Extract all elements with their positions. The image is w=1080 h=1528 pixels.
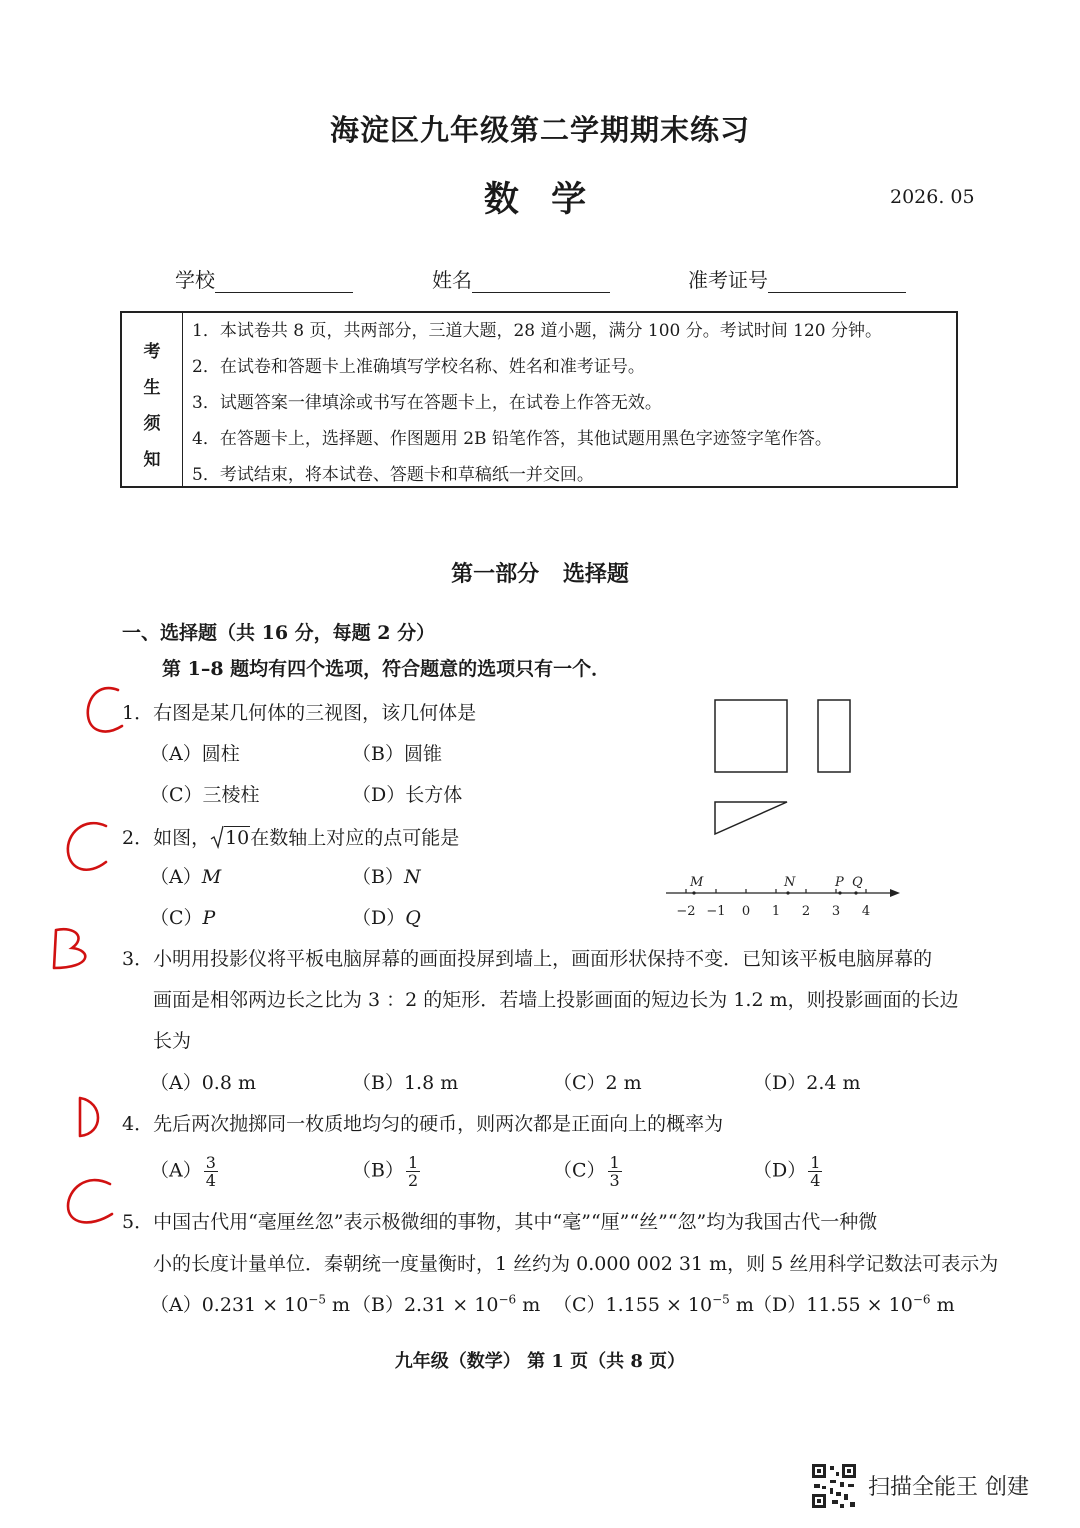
name-field	[432, 264, 610, 293]
option-exponent: −5	[308, 1292, 326, 1307]
school-blank[interactable]	[215, 270, 353, 293]
notice-side-label	[122, 313, 183, 486]
q1-option-c: （C）三棱柱	[150, 784, 260, 806]
option-label: （D）	[753, 1159, 807, 1182]
q3-option-b: （B）1.8 m	[352, 1072, 459, 1094]
radical-sign	[210, 825, 224, 849]
option-text: （B）2.31 × 10	[352, 1294, 499, 1316]
point-label-n: N	[784, 875, 796, 890]
scanner-watermark: 扫描全能王 创建	[868, 1475, 1029, 1500]
option-exponent: −6	[498, 1292, 517, 1307]
answer-mark-q3-b	[54, 929, 85, 968]
q2-option-d	[352, 903, 421, 930]
tick-label: 4	[861, 904, 871, 919]
tick-label: 2	[801, 904, 811, 919]
point-label-q: Q	[852, 875, 863, 890]
fraction	[406, 1154, 420, 1189]
numerator: 1	[810, 1153, 821, 1172]
exam-date: 2026. 05	[890, 186, 975, 208]
tick-label: −2	[676, 904, 696, 919]
name-blank[interactable]	[472, 270, 610, 293]
option-value: P	[202, 907, 216, 929]
section-instruction: 第 1–8 题均有四个选项，符合题意的选项只有一个．	[162, 658, 611, 680]
name-label: 姓名	[432, 268, 472, 292]
notice-item: 1．本试卷共 8 页，共两部分，三道大题，28 道小题，满分 100 分。考试时间 120 分钟。	[192, 321, 882, 341]
denominator: 3	[609, 1171, 620, 1190]
subject-title: 数 学	[483, 179, 597, 220]
q2-stem-prefix: 2．如图，	[122, 827, 211, 849]
section-title: 一、选择题（共 16 分，每题 2 分）	[122, 622, 436, 644]
option-unit: m	[936, 1294, 955, 1316]
option-value: M	[201, 866, 222, 888]
q2-stem-suffix: 在数轴上对应的点可能是	[250, 827, 460, 849]
exam-id-field	[688, 264, 906, 293]
notice-side-char: 知	[143, 450, 161, 470]
q5-option-a	[150, 1290, 350, 1317]
denominator: 4	[205, 1171, 216, 1190]
tick-label: 0	[741, 904, 751, 919]
option-unit: m	[332, 1294, 351, 1316]
q5-option-b	[352, 1290, 540, 1317]
option-exponent: −5	[712, 1292, 730, 1307]
fraction	[808, 1154, 822, 1189]
notice-items	[192, 319, 882, 499]
page-footer: 九年级（数学） 第 1 页（共 8 页）	[394, 1351, 686, 1372]
numerator: 1	[609, 1153, 620, 1172]
answer-mark-q4-d	[80, 1098, 98, 1136]
q4-stem: 4．先后两次抛掷同一枚质地均匀的硬币，则两次都是正面向上的概率为	[122, 1113, 724, 1135]
q3-stem-line2: 画面是相邻两边长之比为 3 ：2 的矩形．若墙上投影画面的短边长为 1.2 m，则投影画面的长边	[153, 989, 959, 1011]
option-text: （D）11.55 × 10	[753, 1294, 913, 1316]
answer-mark-q5-c	[68, 1180, 112, 1222]
q3-option-a: （A）0.8 m	[150, 1072, 256, 1094]
q1-option-b: （B）圆锥	[352, 743, 442, 765]
q1-option-a: （A）圆柱	[150, 743, 240, 765]
option-label: （A）	[150, 866, 202, 888]
q4-option-a	[150, 1154, 218, 1189]
tick-label: −1	[706, 904, 726, 919]
answer-mark-q1-c	[88, 688, 122, 731]
point-label-m: M	[690, 875, 704, 890]
top-view-triangle	[715, 802, 787, 834]
q1-option-d: （D）长方体	[352, 784, 463, 806]
option-label: （A）	[150, 1159, 202, 1182]
q2-stem	[122, 823, 459, 850]
denominator: 2	[407, 1171, 419, 1190]
q3-stem-line1: 3．小明用投影仪将平板电脑屏幕的画面投屏到墙上，画面形状保持不变．已知该平板电脑屏幕的	[122, 948, 933, 970]
answer-mark-q2-c	[68, 823, 106, 870]
option-unit: m	[522, 1294, 541, 1316]
notice-item: 4．在答题卡上，选择题、作图题用 2B 铅笔作答，其他试题用黑色字迹签字笔作答。	[192, 429, 832, 449]
option-label: （C）	[553, 1159, 606, 1182]
exam-id-blank[interactable]	[768, 270, 906, 293]
option-text: （A）0.231 × 10	[150, 1294, 309, 1316]
exam-id-label: 准考证号	[688, 268, 768, 292]
option-label: （D）	[352, 907, 406, 929]
candidate-notice-box	[120, 311, 958, 488]
notice-side-char: 须	[143, 414, 161, 434]
q3-option-c: （C）2 m	[553, 1072, 642, 1094]
option-text: （C）1.155 × 10	[553, 1294, 713, 1316]
side-view-rect	[818, 700, 850, 772]
qr-code-icon	[810, 1462, 858, 1510]
numerator: 3	[205, 1153, 216, 1172]
q5-stem-line1: 5．中国古代用“毫厘丝忽”表示极微细的事物，其中“毫”“厘”“丝”“忽”均为我国古代一种微	[122, 1211, 878, 1233]
q4-option-b	[352, 1154, 420, 1189]
notice-side-char: 生	[143, 378, 161, 398]
option-value: Q	[405, 907, 421, 929]
option-value: N	[403, 866, 421, 888]
q4-option-d	[753, 1154, 822, 1189]
part-title: 第一部分 选择题	[451, 561, 629, 587]
option-label: （B）	[352, 866, 404, 888]
fraction	[608, 1154, 622, 1189]
three-view-figure	[700, 690, 870, 840]
fraction	[204, 1154, 218, 1189]
q3-stem-line3: 长为	[153, 1030, 192, 1052]
notice-side-char: 考	[143, 342, 161, 362]
denominator: 4	[810, 1171, 821, 1190]
school-label: 学校	[175, 268, 215, 292]
q2-option-c	[150, 903, 215, 930]
exam-title: 海淀区九年级第二学期期末练习	[329, 113, 750, 147]
school-field	[175, 264, 353, 293]
q5-stem-line2: 小的长度计量单位．秦朝统一度量衡时，1 丝约为 0.000 002 31 m，则 5 丝用科学记数法可表示为	[153, 1253, 999, 1275]
option-label: （B）	[352, 1159, 404, 1182]
q2-option-a	[150, 862, 221, 889]
sqrt-radicand: 10	[225, 827, 250, 849]
option-unit: m	[735, 1294, 754, 1316]
notice-item: 2．在试卷和答题卡上准确填写学校名称、姓名和准考证号。	[192, 357, 645, 377]
option-exponent: −6	[912, 1292, 931, 1307]
notice-item: 3．试题答案一律填涂或书写在答题卡上，在试卷上作答无效。	[192, 393, 662, 413]
q1-stem: 1．右图是某几何体的三视图，该几何体是	[122, 702, 477, 724]
front-view-square	[715, 700, 787, 772]
q5-option-d	[753, 1290, 955, 1317]
q2-option-b	[352, 862, 421, 889]
tick-label: 3	[831, 904, 841, 919]
point-label-p: P	[835, 875, 844, 890]
number-line-figure	[660, 870, 910, 922]
number-line-arrow	[890, 889, 900, 897]
q3-option-d: （D）2.4 m	[753, 1072, 861, 1094]
option-label: （C）	[150, 907, 203, 929]
q4-option-c	[553, 1154, 622, 1189]
sqrt-expression	[210, 825, 250, 849]
q5-option-c	[553, 1290, 754, 1317]
numerator: 1	[407, 1153, 419, 1172]
notice-item: 5．考试结束，将本试卷、答题卡和草稿纸一并交回。	[192, 465, 594, 485]
tick-label: 1	[771, 904, 781, 919]
